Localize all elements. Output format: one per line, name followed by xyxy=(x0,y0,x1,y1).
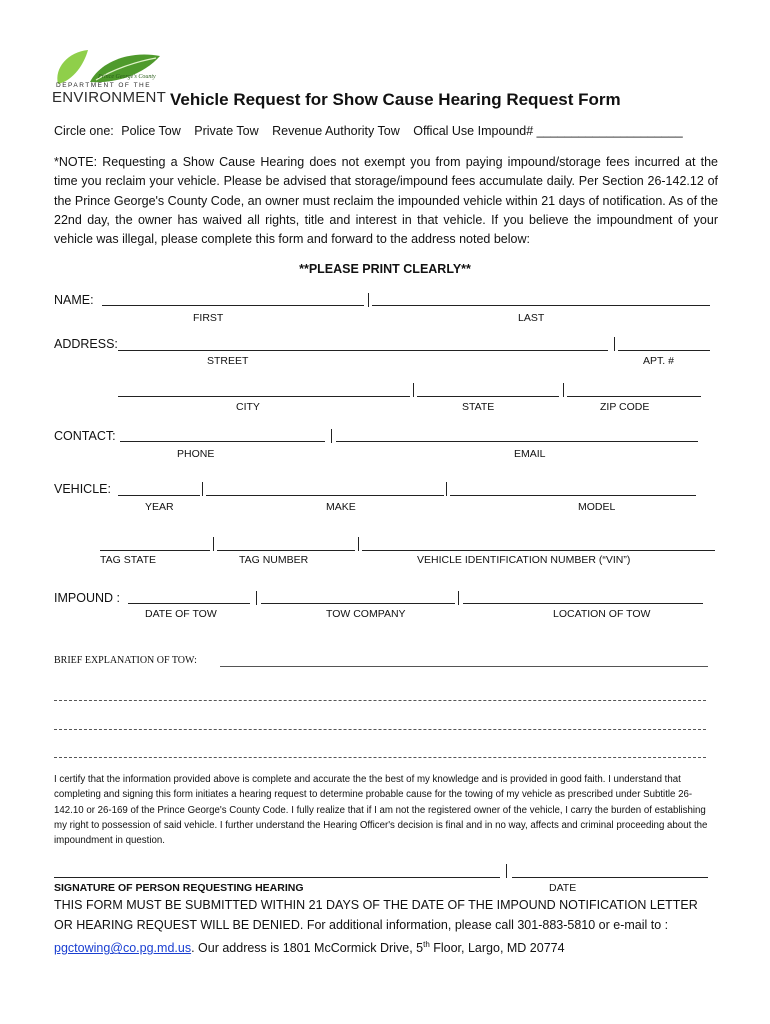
footer-line-2: OR HEARING REQUEST WILL BE DENIED. For additional information, please call 301-883-5810 or e-mail to : xyxy=(54,917,669,932)
signature-field[interactable] xyxy=(54,877,500,878)
address-divider xyxy=(614,337,615,351)
first-caption: FIRST xyxy=(193,312,224,324)
footer-address-post: Floor, Largo, MD 20774 xyxy=(429,941,565,956)
state-divider xyxy=(563,383,564,397)
contact-divider xyxy=(331,429,332,443)
note-text: *NOTE: Requesting a Show Cause Hearing does not exempt you from paying impound/storage fees incurred at the time you reclaim your vehicle. Please be advised that storage/impound fees accumulate daily. Per Section 26-142.12 of the Prince George's County Code, an owner must reclaim the impounded vehicle within 21 days of notification. As of the 22nd day, the owner has waived all rights, title and interest in that vehicle. If you believe the impoundment of your vehicle was illegal, please complete this form and forward to the address noted below: xyxy=(54,155,718,247)
vin-caption: VEHICLE IDENTIFICATION NUMBER (“VIN”) xyxy=(417,554,631,566)
footer-line-1: THIS FORM MUST BE SUBMITTED WITHIN 21 DAYS OF THE DATE OF THE IMPOUND NOTIFICATION LETTER xyxy=(54,898,698,912)
signature-caption: SIGNATURE OF PERSON REQUESTING HEARING xyxy=(54,882,304,894)
last-name-field[interactable] xyxy=(372,305,710,306)
official-use-impound: Offical Use Impound# _____________________ xyxy=(413,124,683,138)
vehicle-label: VEHICLE: xyxy=(54,482,111,496)
email-field[interactable] xyxy=(336,441,698,442)
footer-line-3 xyxy=(54,935,718,959)
make-field[interactable] xyxy=(206,495,444,496)
form-title: Vehicle Request for Show Cause Hearing Request Form xyxy=(170,90,621,109)
first-name-field[interactable] xyxy=(102,305,364,306)
make-divider xyxy=(446,482,447,496)
year-divider xyxy=(202,482,203,496)
tow-company-caption: TOW COMPANY xyxy=(326,608,406,620)
last-caption: LAST xyxy=(518,312,545,324)
email-link[interactable]: pgctowing@co.pg.md.us xyxy=(54,941,192,956)
option-revenue-authority-tow[interactable]: Revenue Authority Tow xyxy=(272,124,400,138)
street-field[interactable] xyxy=(118,350,608,351)
address-label: ADDRESS: xyxy=(54,337,118,351)
contact-label: CONTACT: xyxy=(54,429,116,443)
impound-divider-1 xyxy=(256,591,257,605)
print-clearly: **PLEASE PRINT CLEARLY** xyxy=(299,262,471,276)
signature-date-caption: DATE xyxy=(549,882,577,894)
signature-divider xyxy=(506,864,507,878)
option-private-tow[interactable]: Private Tow xyxy=(194,124,259,138)
tag-number-divider xyxy=(358,537,359,551)
note-paragraph xyxy=(54,153,718,249)
explanation-label: BRIEF EXPLANATION OF TOW: xyxy=(54,655,197,666)
footer-address-pre: . Our address is 1801 McCormick Drive, 5 xyxy=(191,941,424,956)
signature-date-field[interactable] xyxy=(512,877,708,878)
city-caption: CITY xyxy=(236,401,260,413)
logo-name: ENVIRONMENT xyxy=(52,89,167,106)
email-caption: EMAIL xyxy=(514,448,546,460)
tow-date-field[interactable] xyxy=(128,603,250,604)
vin-field[interactable] xyxy=(362,550,715,551)
city-field[interactable] xyxy=(118,396,410,397)
circle-one-line xyxy=(54,124,683,138)
zip-field[interactable] xyxy=(567,396,701,397)
tag-state-field[interactable] xyxy=(100,550,210,551)
tow-location-caption: LOCATION OF TOW xyxy=(553,608,651,620)
explanation-field-1[interactable] xyxy=(220,666,708,667)
phone-field[interactable] xyxy=(120,441,325,442)
tag-number-caption: TAG NUMBER xyxy=(239,554,309,566)
circle-one-prefix: Circle one: xyxy=(54,124,114,138)
tow-company-field[interactable] xyxy=(261,603,455,604)
logo-dept-text: DEPARTMENT OF THE xyxy=(56,82,152,89)
floor-superscript: th xyxy=(423,940,430,950)
explanation-field-4[interactable] xyxy=(54,757,706,758)
tag-state-caption: TAG STATE xyxy=(100,554,157,566)
department-logo xyxy=(50,44,165,106)
make-caption: MAKE xyxy=(326,501,356,513)
certification-text: I certify that the information provided above is complete and accurate the the best of my knowledge and is provided in good faith. I understand that completing and signing this form initiates a hearing request to determine probable cause for the towing of my vehicle as prescribed under Subtitle 26-142.10 or 26-169 of the Prince George's County Code. I fully realize that if I am not the registered owner of the vehicle, I carry the burden of establishing my right to possession of said vehicle. I further understand the Hearing Officer's decision is final and in no way, affects and criminal proceeding about the impoundment in question. xyxy=(54,774,708,847)
year-caption: YEAR xyxy=(145,501,174,513)
tag-number-field[interactable] xyxy=(217,550,355,551)
tag-state-divider xyxy=(213,537,214,551)
tow-date-caption: DATE OF TOW xyxy=(145,608,217,620)
model-field[interactable] xyxy=(450,495,696,496)
state-caption: STATE xyxy=(462,401,495,413)
option-police-tow[interactable]: Police Tow xyxy=(121,124,181,138)
year-field[interactable] xyxy=(118,495,200,496)
impound-divider-2 xyxy=(458,591,459,605)
explanation-field-2[interactable] xyxy=(54,700,706,701)
city-divider xyxy=(413,383,414,397)
state-field[interactable] xyxy=(417,396,559,397)
name-divider xyxy=(368,293,369,307)
footer xyxy=(54,896,718,959)
apt-caption: APT. # xyxy=(643,355,674,367)
impound-label: IMPOUND : xyxy=(54,591,120,605)
tow-location-field[interactable] xyxy=(463,603,703,604)
logo-tagline: Prince George's County xyxy=(98,74,156,80)
zip-caption: ZIP CODE xyxy=(600,401,650,413)
explanation-field-3[interactable] xyxy=(54,729,706,730)
name-label: NAME: xyxy=(54,293,94,307)
phone-caption: PHONE xyxy=(177,448,215,460)
model-caption: MODEL xyxy=(578,501,616,513)
street-caption: STREET xyxy=(207,355,249,367)
apt-field[interactable] xyxy=(618,350,710,351)
